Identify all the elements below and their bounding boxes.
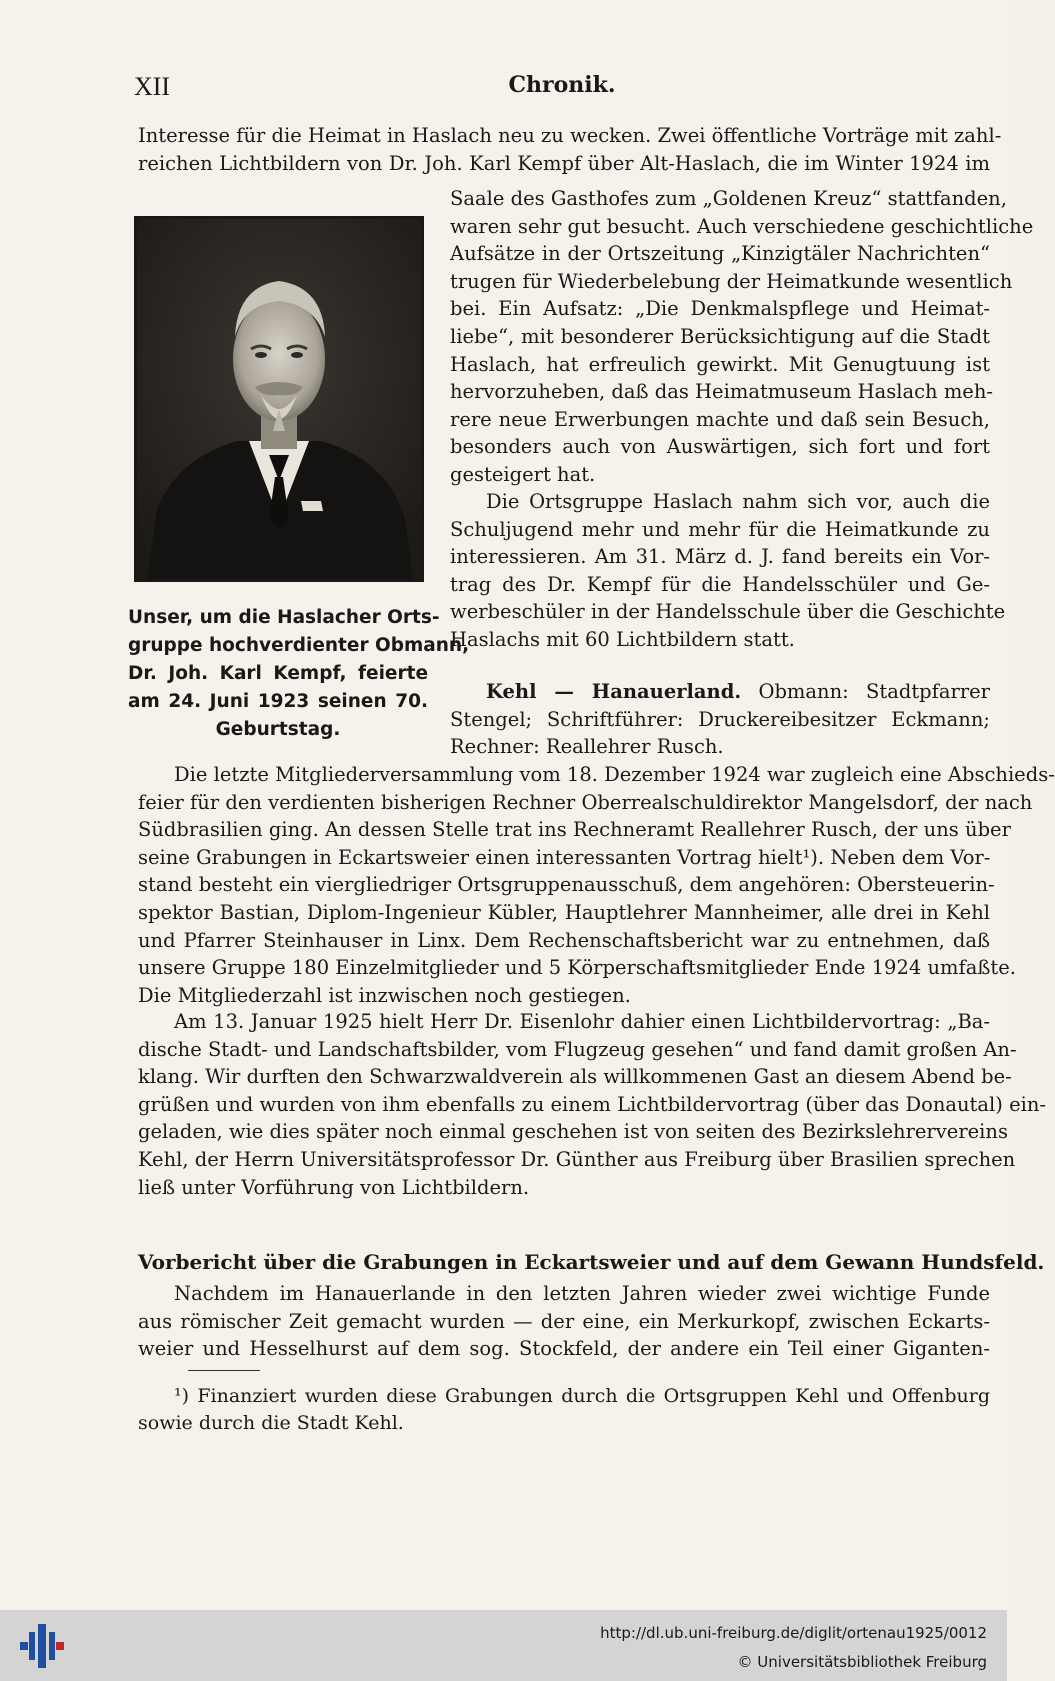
text-line: Die Ortsgruppe Haslach nahm sich vor, auch die (486, 490, 990, 513)
text-line: unsere Gruppe 180 Einzelmitglieder und 5 Körperschaftsmitglieder Ende 1924 umfaßte. (138, 956, 1016, 980)
right-column-text-2 (450, 488, 1006, 654)
portrait-photo (134, 216, 424, 582)
text-line: rere neue Erwerbungen machte und daß sein Besuch, (450, 407, 990, 431)
text-line: ließ unter Vorführung von Lichtbildern. (138, 1175, 530, 1199)
text-line (450, 678, 990, 706)
text-line: Südbrasilien ging. An dessen Stelle trat ins Rechneramt Reallehrer Rusch, der uns über (138, 818, 1011, 842)
footnote-line: ¹) Finanziert wurden diese Grabungen durch die Ortsgruppen Kehl und Offenburg (174, 1385, 990, 1407)
text-line: Haslachs mit 60 Lichtbildern statt. (450, 627, 795, 651)
footnote (138, 1383, 990, 1437)
text-line: seine Grabungen in Eckartsweier einen interessanten Vortrag hielt¹). Neben dem Vor- (138, 845, 991, 869)
text-line: aus römischer Zeit gemacht wurden — der eine, ein Merkurkopf, zwischen Eckarts- (138, 1309, 990, 1333)
text-line: Aufsätze in der Ortszeitung „Kinzigtäler Nachrichten“ (450, 242, 990, 266)
members-paragraph (138, 761, 1055, 1009)
source-url-link[interactable]: http://dl.ub.uni-freiburg.de/diglit/ortenau1925/0012 (600, 1624, 987, 1642)
caption-line: Geburtstag. (215, 719, 341, 740)
caption-line: Unser, um die Haslacher Orts- (128, 607, 440, 628)
text-line: bei. Ein Aufsatz: „Die Denkmalspflege und Heimat- (450, 297, 990, 321)
text-line: Haslach, hat erfreulich gewirkt. Mit Genugtuung ist (450, 352, 990, 376)
caption-line: am 24. Juni 1923 seinen 70. (128, 691, 428, 712)
january-paragraph (138, 1008, 1046, 1201)
text-line: spektor Bastian, Diplom-Ingenieur Kübler, Hauptlehrer Mannheimer, alle drei in Kehl (138, 900, 990, 924)
text-line: interessieren. Am 31. März d. J. fand bereits ein Vor- (450, 545, 990, 569)
text-line: feier für den verdienten bisherigen Rechner Oberrealschuldirektor Mangelsdorf, der nach (138, 790, 1033, 814)
text-line: Die Mitgliederzahl ist inzwischen noch gestiegen. (138, 983, 631, 1007)
text-line: Nachdem im Hanauerlande in den letzten Jahren wieder zwei wichtige Funde (174, 1282, 990, 1305)
viewer-footer (0, 1610, 1007, 1681)
kehl-heading: Kehl — Hanauerland. (486, 680, 742, 703)
text-line: Interesse für die Heimat in Haslach neu zu wecken. Zwei öffentliche Vorträge mit zahl- (138, 124, 1002, 147)
caption-line: gruppe hochverdienter Obmann, (128, 635, 470, 656)
footnote-line: sowie durch die Stadt Kehl. (138, 1412, 404, 1434)
page-header (134, 72, 990, 106)
intro-paragraph (138, 122, 1002, 177)
text-line: klang. Wir durften den Schwarzwaldverein als willkommenen Gast an diesem Abend be- (138, 1065, 1012, 1089)
right-column-text (450, 185, 1034, 489)
section-heading: Vorbericht über die Grabungen in Eckartsweier und auf dem Gewann Hundsfeld. (138, 1250, 1045, 1274)
text-line: Saale des Gasthofes zum „Goldenen Kreuz“ stattfanden, (450, 187, 1007, 210)
text-line: hervorzuheben, daß das Heimatmuseum Haslach meh- (450, 380, 993, 404)
text-line: trugen für Wiederbelebung der Heimatkunde wesentlich (450, 269, 1013, 293)
text-line: trag des Dr. Kempf für die Handelsschüler und Ge- (450, 572, 990, 596)
text-line: geladen, wie dies später noch einmal geschehen ist von seiten des Bezirkslehrervereins (138, 1120, 1008, 1144)
footnote-rule (188, 1370, 260, 1371)
photo-caption (128, 604, 470, 744)
kehl-obmann: Obmann: Stadtpfarrer (741, 680, 991, 703)
text-line: und Pfarrer Steinhauser in Linx. Dem Rechenschaftsbericht war zu entnehmen, daß (138, 928, 990, 952)
page-number: XII (134, 72, 171, 101)
text-line: werbeschüler in der Handelsschule über die Geschichte (450, 600, 1006, 624)
text-line: Die letzte Mitgliederversammlung vom 18. Dezember 1924 war zugleich eine Abschieds- (174, 763, 1055, 786)
text-line: weier und Hesselhurst auf dem sog. Stockfeld, der andere ein Teil einer Giganten- (138, 1337, 990, 1361)
text-line: Am 13. Januar 1925 hielt Herr Dr. Eisenlohr dahier einen Lichtbildervortrag: „Ba- (174, 1010, 990, 1033)
text-line: Kehl, der Herrn Universitätsprofessor Dr. Günther aus Freiburg über Brasilien sprechen (138, 1147, 1016, 1171)
text-line: gesteigert hat. (450, 462, 596, 486)
text-line: liebe“, mit besonderer Berücksichtigung auf die Stadt (450, 324, 990, 348)
running-title: Chronik. (508, 72, 616, 98)
text-line: Rechner: Reallehrer Rusch. (450, 735, 724, 759)
text-line: besonders auch von Auswärtigen, sich fort und fort (450, 435, 990, 459)
vorbericht-paragraph (138, 1280, 990, 1363)
kehl-section (450, 678, 990, 761)
text-line: reichen Lichtbildern von Dr. Joh. Karl Kempf über Alt-Haslach, die im Winter 1924 im (138, 151, 990, 175)
text-line: Schuljugend mehr und mehr für die Heimatkunde zu (450, 517, 990, 541)
text-line: waren sehr gut besucht. Auch verschiedene geschichtliche (450, 214, 1034, 238)
caption-line: Dr. Joh. Karl Kempf, feierte (128, 663, 428, 684)
text-line: Stengel; Schriftführer: Druckereibesitzer Eckmann; (450, 707, 990, 731)
text-line: stand besteht ein viergliedriger Ortsgruppenausschuß, dem angehören: Obersteuerin- (138, 873, 995, 897)
text-line: grüßen und wurden von ihm ebenfalls zu einem Lichtbildervortrag (über das Donautal) ein- (138, 1092, 1046, 1116)
text-line: dische Stadt- und Landschaftsbilder, vom Flugzeug gesehen“ und fand damit großen An- (138, 1037, 1017, 1061)
ub-freiburg-logo-icon (18, 1622, 66, 1670)
copyright-text: © Universitätsbibliothek Freiburg (737, 1653, 987, 1671)
